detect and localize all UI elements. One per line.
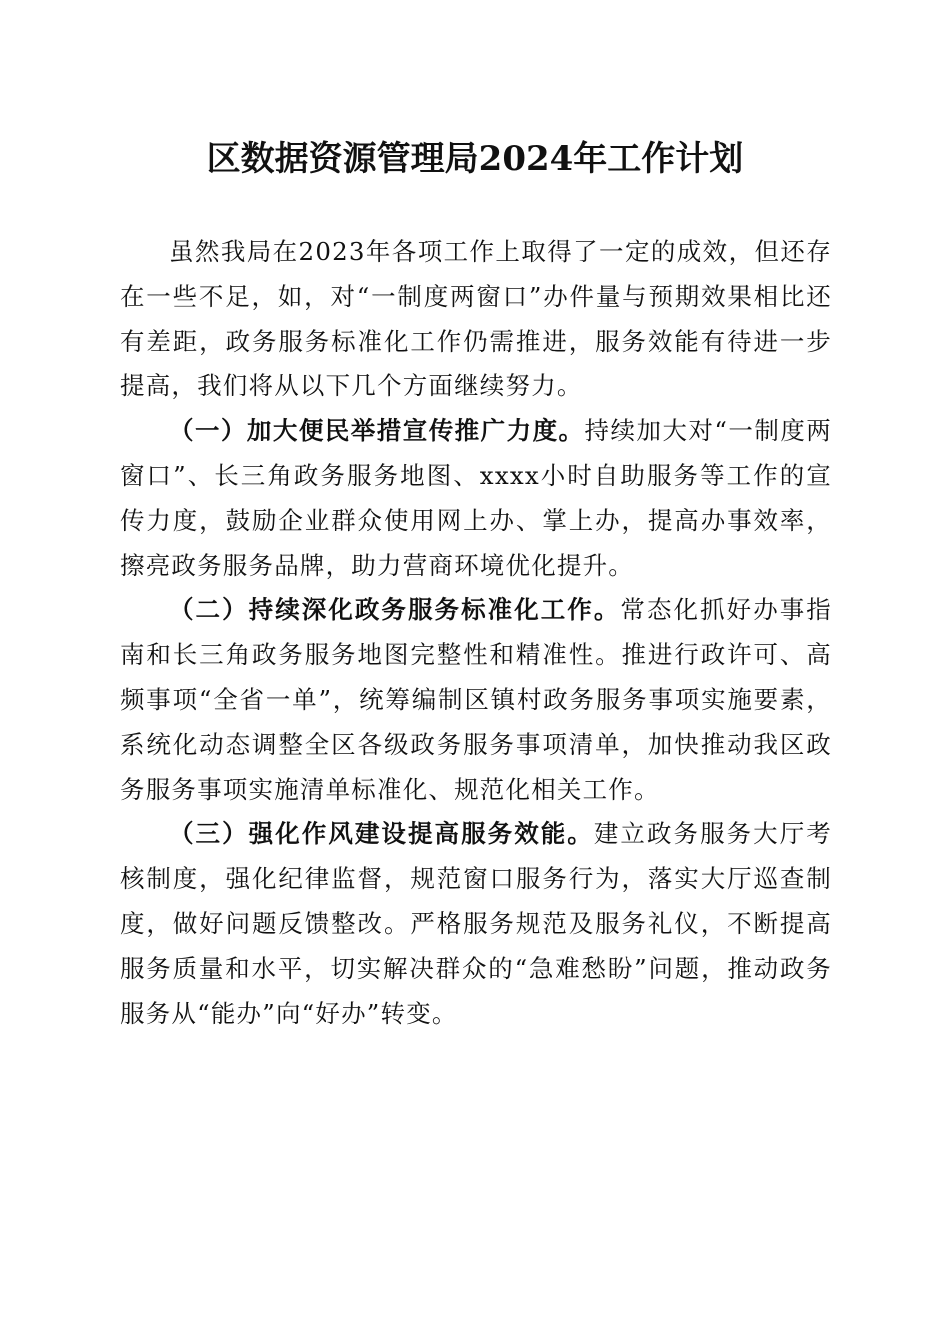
- document-body: [120, 230, 832, 1036]
- intro-paragraph: [120, 230, 832, 409]
- section-paragraph-3: [120, 812, 832, 1036]
- document-title: 区数据资源管理局2024年工作计划: [206, 139, 744, 179]
- section-paragraph-1: [120, 409, 832, 588]
- section-text-3: 建立政务服务大厅考核制度，强化纪律监督，规范窗口服务行为，落实大厅巡查制度，做好问题反馈整改。严格服务规范及服务礼仪，不断提高服务质量和水平，切实解决群众的“急难愁盼”问题，推动政务服务从“能办”向“好办”转变。: [120, 819, 832, 1028]
- section-paragraph-2: [120, 588, 832, 812]
- section-heading-2: （二）持续深化政务服务标准化工作。: [169, 595, 621, 625]
- section-text-2: 常态化抓好办事指南和长三角政务服务地图完整性和精准性。推进行政许可、高频事项“全省一单”，统筹编制区镇村政务服务事项实施要素，系统化动态调整全区各级政务服务事项清单，加快推动我区政务服务事项实施清单标准化、规范化相关工作。: [120, 595, 832, 804]
- intro-text: 虽然我局在2023年各项工作上取得了一定的成效，但还存在一些不足，如，对“一制度两窗口”办件量与预期效果相比还有差距，政务服务标准化工作仍需推进，服务效能有待进一步提高，我们将从以下几个方面继续努力。: [120, 237, 832, 401]
- section-heading-1: （一）加大便民举措宣传推广力度。: [169, 416, 585, 446]
- section-heading-3: （三）强化作风建设提高服务效能。: [169, 819, 594, 849]
- section-text-1: 持续加大对“一制度两窗口”、长三角政务服务地图、xxxx小时自助服务等工作的宣传力度，鼓励企业群众使用网上办、掌上办，提高办事效率，擦亮政务服务品牌，助力营商环境优化提升。: [120, 416, 832, 580]
